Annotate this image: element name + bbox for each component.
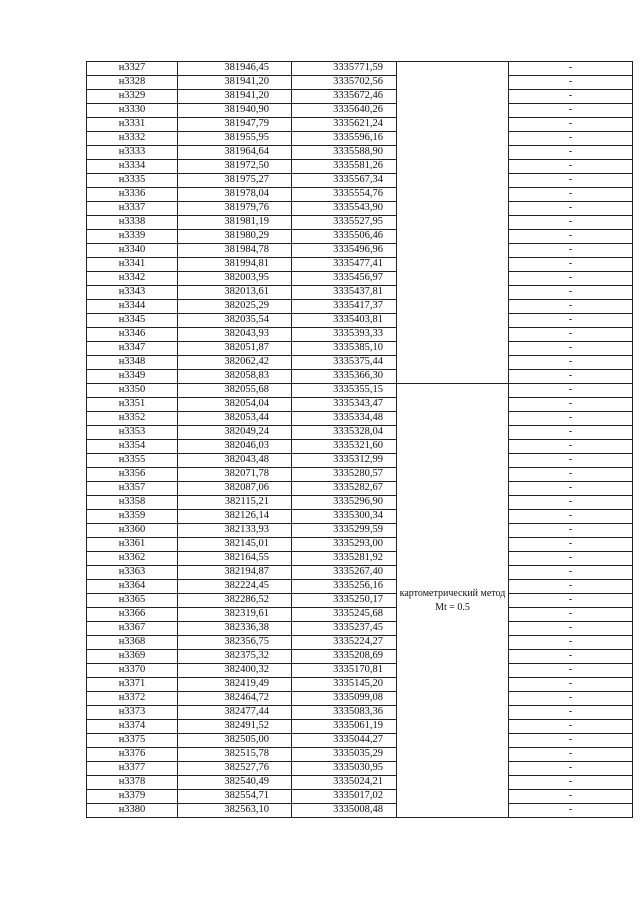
y-coordinate-cell: 3335588,90 bbox=[292, 146, 397, 160]
dash-cell: - bbox=[509, 188, 633, 202]
y-coordinate-cell: 3335640,26 bbox=[292, 104, 397, 118]
x-coordinate-cell: 382145,01 bbox=[178, 538, 292, 552]
y-coordinate-cell: 3335477,41 bbox=[292, 258, 397, 272]
dash-cell: - bbox=[509, 76, 633, 90]
dash-cell: - bbox=[509, 790, 633, 804]
method-cell bbox=[397, 62, 509, 384]
x-coordinate-cell: 381946,45 bbox=[178, 62, 292, 76]
x-coordinate-cell: 382505,00 bbox=[178, 734, 292, 748]
point-id-cell: н3351 bbox=[87, 398, 178, 412]
x-coordinate-cell: 382046,03 bbox=[178, 440, 292, 454]
table-row bbox=[87, 748, 633, 762]
y-coordinate-cell: 3335008,48 bbox=[292, 804, 397, 818]
dash-cell: - bbox=[509, 216, 633, 230]
x-coordinate-cell: 382049,24 bbox=[178, 426, 292, 440]
y-coordinate-cell: 3335385,10 bbox=[292, 342, 397, 356]
point-id-cell: н3375 bbox=[87, 734, 178, 748]
point-id-cell: н3354 bbox=[87, 440, 178, 454]
table-row bbox=[87, 412, 633, 426]
point-id-cell: н3332 bbox=[87, 132, 178, 146]
point-id-cell: н3367 bbox=[87, 622, 178, 636]
y-coordinate-cell: 3335496,96 bbox=[292, 244, 397, 258]
dash-cell: - bbox=[509, 62, 633, 76]
dash-cell: - bbox=[509, 706, 633, 720]
y-coordinate-cell: 3335343,47 bbox=[292, 398, 397, 412]
dash-cell: - bbox=[509, 468, 633, 482]
x-coordinate-cell: 381994,81 bbox=[178, 258, 292, 272]
point-id-cell: н3343 bbox=[87, 286, 178, 300]
y-coordinate-cell: 3335145,20 bbox=[292, 678, 397, 692]
x-coordinate-cell: 382491,52 bbox=[178, 720, 292, 734]
y-coordinate-cell: 3335281,92 bbox=[292, 552, 397, 566]
table-row bbox=[87, 188, 633, 202]
point-id-cell: н3350 bbox=[87, 384, 178, 398]
dash-cell: - bbox=[509, 720, 633, 734]
table-row bbox=[87, 356, 633, 370]
point-id-cell: н3374 bbox=[87, 720, 178, 734]
y-coordinate-cell: 3335044,27 bbox=[292, 734, 397, 748]
x-coordinate-cell: 382115,21 bbox=[178, 496, 292, 510]
y-coordinate-cell: 3335293,00 bbox=[292, 538, 397, 552]
y-coordinate-cell: 3335621,24 bbox=[292, 118, 397, 132]
x-coordinate-cell: 381947,79 bbox=[178, 118, 292, 132]
x-coordinate-cell: 382527,76 bbox=[178, 762, 292, 776]
y-coordinate-cell: 3335017,02 bbox=[292, 790, 397, 804]
x-coordinate-cell: 382003,95 bbox=[178, 272, 292, 286]
x-coordinate-cell: 381975,27 bbox=[178, 174, 292, 188]
table-row bbox=[87, 370, 633, 384]
point-id-cell: н3329 bbox=[87, 90, 178, 104]
table-row bbox=[87, 398, 633, 412]
y-coordinate-cell: 3335256,16 bbox=[292, 580, 397, 594]
x-coordinate-cell: 382336,38 bbox=[178, 622, 292, 636]
point-id-cell: н3341 bbox=[87, 258, 178, 272]
y-coordinate-cell: 3335543,90 bbox=[292, 202, 397, 216]
point-id-cell: н3349 bbox=[87, 370, 178, 384]
y-coordinate-cell: 3335282,67 bbox=[292, 482, 397, 496]
dash-cell: - bbox=[509, 132, 633, 146]
x-coordinate-cell: 382133,93 bbox=[178, 524, 292, 538]
point-id-cell: н3328 bbox=[87, 76, 178, 90]
table-row bbox=[87, 146, 633, 160]
point-id-cell: н3327 bbox=[87, 62, 178, 76]
table-row bbox=[87, 76, 633, 90]
dash-cell: - bbox=[509, 342, 633, 356]
coordinates-table bbox=[86, 61, 633, 818]
x-coordinate-cell: 382464,72 bbox=[178, 692, 292, 706]
table-row bbox=[87, 510, 633, 524]
x-coordinate-cell: 382515,78 bbox=[178, 748, 292, 762]
dash-cell: - bbox=[509, 314, 633, 328]
dash-cell: - bbox=[509, 286, 633, 300]
dash-cell: - bbox=[509, 412, 633, 426]
y-coordinate-cell: 3335672,46 bbox=[292, 90, 397, 104]
y-coordinate-cell: 3335300,34 bbox=[292, 510, 397, 524]
x-coordinate-cell: 382286,52 bbox=[178, 594, 292, 608]
x-coordinate-cell: 381955,95 bbox=[178, 132, 292, 146]
table-row bbox=[87, 328, 633, 342]
point-id-cell: н3355 bbox=[87, 454, 178, 468]
dash-cell: - bbox=[509, 118, 633, 132]
y-coordinate-cell: 3335506,46 bbox=[292, 230, 397, 244]
y-coordinate-cell: 3335702,56 bbox=[292, 76, 397, 90]
x-coordinate-cell: 381964,64 bbox=[178, 146, 292, 160]
point-id-cell: н3376 bbox=[87, 748, 178, 762]
table-row bbox=[87, 230, 633, 244]
point-id-cell: н3345 bbox=[87, 314, 178, 328]
dash-cell: - bbox=[509, 804, 633, 818]
point-id-cell: н3347 bbox=[87, 342, 178, 356]
dash-cell: - bbox=[509, 748, 633, 762]
y-coordinate-cell: 3335280,57 bbox=[292, 468, 397, 482]
point-id-cell: н3352 bbox=[87, 412, 178, 426]
x-coordinate-cell: 382054,04 bbox=[178, 398, 292, 412]
point-id-cell: н3353 bbox=[87, 426, 178, 440]
x-coordinate-cell: 382051,87 bbox=[178, 342, 292, 356]
table-row bbox=[87, 650, 633, 664]
table-row bbox=[87, 706, 633, 720]
table-row bbox=[87, 174, 633, 188]
dash-cell: - bbox=[509, 244, 633, 258]
x-coordinate-cell: 381972,50 bbox=[178, 160, 292, 174]
y-coordinate-cell: 3335250,17 bbox=[292, 594, 397, 608]
table-row bbox=[87, 454, 633, 468]
table-row bbox=[87, 496, 633, 510]
table-row bbox=[87, 608, 633, 622]
dash-cell: - bbox=[509, 160, 633, 174]
x-coordinate-cell: 382375,32 bbox=[178, 650, 292, 664]
table-row bbox=[87, 202, 633, 216]
dash-cell: - bbox=[509, 734, 633, 748]
dash-cell: - bbox=[509, 538, 633, 552]
y-coordinate-cell: 3335245,68 bbox=[292, 608, 397, 622]
x-coordinate-cell: 382419,49 bbox=[178, 678, 292, 692]
y-coordinate-cell: 3335030,95 bbox=[292, 762, 397, 776]
point-id-cell: н3362 bbox=[87, 552, 178, 566]
dash-cell: - bbox=[509, 356, 633, 370]
point-id-cell: н3356 bbox=[87, 468, 178, 482]
dash-cell: - bbox=[509, 776, 633, 790]
point-id-cell: н3377 bbox=[87, 762, 178, 776]
table-row bbox=[87, 258, 633, 272]
x-coordinate-cell: 382540,49 bbox=[178, 776, 292, 790]
y-coordinate-cell: 3335771,59 bbox=[292, 62, 397, 76]
table-row bbox=[87, 286, 633, 300]
point-id-cell: н3339 bbox=[87, 230, 178, 244]
y-coordinate-cell: 3335208,69 bbox=[292, 650, 397, 664]
point-id-cell: н3365 bbox=[87, 594, 178, 608]
dash-cell: - bbox=[509, 692, 633, 706]
table-row bbox=[87, 342, 633, 356]
x-coordinate-cell: 382126,14 bbox=[178, 510, 292, 524]
y-coordinate-cell: 3335437,81 bbox=[292, 286, 397, 300]
x-coordinate-cell: 382058,83 bbox=[178, 370, 292, 384]
dash-cell: - bbox=[509, 496, 633, 510]
x-coordinate-cell: 382013,61 bbox=[178, 286, 292, 300]
dash-cell: - bbox=[509, 762, 633, 776]
y-coordinate-cell: 3335366,30 bbox=[292, 370, 397, 384]
y-coordinate-cell: 3335567,34 bbox=[292, 174, 397, 188]
x-coordinate-cell: 381981,19 bbox=[178, 216, 292, 230]
point-id-cell: н3380 bbox=[87, 804, 178, 818]
table-row bbox=[87, 552, 633, 566]
dash-cell: - bbox=[509, 90, 633, 104]
y-coordinate-cell: 3335170,81 bbox=[292, 664, 397, 678]
y-coordinate-cell: 3335596,16 bbox=[292, 132, 397, 146]
x-coordinate-cell: 382025,29 bbox=[178, 300, 292, 314]
dash-cell: - bbox=[509, 384, 633, 398]
x-coordinate-cell: 381941,20 bbox=[178, 90, 292, 104]
x-coordinate-cell: 382062,42 bbox=[178, 356, 292, 370]
dash-cell: - bbox=[509, 174, 633, 188]
table-row bbox=[87, 216, 633, 230]
x-coordinate-cell: 381941,20 bbox=[178, 76, 292, 90]
point-id-cell: н3348 bbox=[87, 356, 178, 370]
y-coordinate-cell: 3335328,04 bbox=[292, 426, 397, 440]
x-coordinate-cell: 382563,10 bbox=[178, 804, 292, 818]
y-coordinate-cell: 3335035,29 bbox=[292, 748, 397, 762]
dash-cell: - bbox=[509, 636, 633, 650]
point-id-cell: н3342 bbox=[87, 272, 178, 286]
table-row bbox=[87, 244, 633, 258]
dash-cell: - bbox=[509, 622, 633, 636]
y-coordinate-cell: 3335393,33 bbox=[292, 328, 397, 342]
table-row bbox=[87, 538, 633, 552]
dash-cell: - bbox=[509, 202, 633, 216]
point-id-cell: н3346 bbox=[87, 328, 178, 342]
point-id-cell: н3369 bbox=[87, 650, 178, 664]
y-coordinate-cell: 3335581,26 bbox=[292, 160, 397, 174]
y-coordinate-cell: 3335527,95 bbox=[292, 216, 397, 230]
y-coordinate-cell: 3335403,81 bbox=[292, 314, 397, 328]
point-id-cell: н3359 bbox=[87, 510, 178, 524]
x-coordinate-cell: 382053,44 bbox=[178, 412, 292, 426]
x-coordinate-cell: 382055,68 bbox=[178, 384, 292, 398]
table-row bbox=[87, 692, 633, 706]
y-coordinate-cell: 3335334,48 bbox=[292, 412, 397, 426]
dash-cell: - bbox=[509, 524, 633, 538]
y-coordinate-cell: 3335267,40 bbox=[292, 566, 397, 580]
dash-cell: - bbox=[509, 678, 633, 692]
table-row bbox=[87, 272, 633, 286]
point-id-cell: н3344 bbox=[87, 300, 178, 314]
x-coordinate-cell: 382356,75 bbox=[178, 636, 292, 650]
x-coordinate-cell: 382043,48 bbox=[178, 454, 292, 468]
dash-cell: - bbox=[509, 482, 633, 496]
point-id-cell: н3338 bbox=[87, 216, 178, 230]
x-coordinate-cell: 381980,29 bbox=[178, 230, 292, 244]
dash-cell: - bbox=[509, 272, 633, 286]
x-coordinate-cell: 382400,32 bbox=[178, 664, 292, 678]
table-row bbox=[87, 580, 633, 594]
x-coordinate-cell: 382164,55 bbox=[178, 552, 292, 566]
table-row bbox=[87, 622, 633, 636]
table-row bbox=[87, 160, 633, 174]
point-id-cell: н3371 bbox=[87, 678, 178, 692]
point-id-cell: н3372 bbox=[87, 692, 178, 706]
x-coordinate-cell: 381979,76 bbox=[178, 202, 292, 216]
x-coordinate-cell: 382194,87 bbox=[178, 566, 292, 580]
dash-cell: - bbox=[509, 104, 633, 118]
y-coordinate-cell: 3335083,36 bbox=[292, 706, 397, 720]
x-coordinate-cell: 381978,04 bbox=[178, 188, 292, 202]
table-row bbox=[87, 62, 633, 76]
x-coordinate-cell: 382554,71 bbox=[178, 790, 292, 804]
point-id-cell: н3333 bbox=[87, 146, 178, 160]
x-coordinate-cell: 381984,78 bbox=[178, 244, 292, 258]
method-cell: картометрический метод Mt = 0.5 bbox=[397, 384, 509, 818]
point-id-cell: н3363 bbox=[87, 566, 178, 580]
table-row bbox=[87, 118, 633, 132]
table-row bbox=[87, 90, 633, 104]
point-id-cell: н3331 bbox=[87, 118, 178, 132]
table-row bbox=[87, 314, 633, 328]
y-coordinate-cell: 3335299,59 bbox=[292, 524, 397, 538]
y-coordinate-cell: 3335355,15 bbox=[292, 384, 397, 398]
dash-cell: - bbox=[509, 300, 633, 314]
table-row bbox=[87, 440, 633, 454]
dash-cell: - bbox=[509, 608, 633, 622]
y-coordinate-cell: 3335375,44 bbox=[292, 356, 397, 370]
point-id-cell: н3379 bbox=[87, 790, 178, 804]
dash-cell: - bbox=[509, 370, 633, 384]
table-row bbox=[87, 762, 633, 776]
x-coordinate-cell: 382043,93 bbox=[178, 328, 292, 342]
point-id-cell: н3337 bbox=[87, 202, 178, 216]
y-coordinate-cell: 3335321,60 bbox=[292, 440, 397, 454]
table-row bbox=[87, 804, 633, 818]
y-coordinate-cell: 3335554,76 bbox=[292, 188, 397, 202]
point-id-cell: н3378 bbox=[87, 776, 178, 790]
point-id-cell: н3335 bbox=[87, 174, 178, 188]
dash-cell: - bbox=[509, 552, 633, 566]
table-row bbox=[87, 132, 633, 146]
x-coordinate-cell: 382035,54 bbox=[178, 314, 292, 328]
x-coordinate-cell: 382224,45 bbox=[178, 580, 292, 594]
dash-cell: - bbox=[509, 328, 633, 342]
dash-cell: - bbox=[509, 440, 633, 454]
x-coordinate-cell: 382087,06 bbox=[178, 482, 292, 496]
table-row bbox=[87, 426, 633, 440]
y-coordinate-cell: 3335312,99 bbox=[292, 454, 397, 468]
table-row bbox=[87, 720, 633, 734]
table-row bbox=[87, 734, 633, 748]
point-id-cell: н3366 bbox=[87, 608, 178, 622]
dash-cell: - bbox=[509, 454, 633, 468]
x-coordinate-cell: 381940,90 bbox=[178, 104, 292, 118]
table-row bbox=[87, 524, 633, 538]
y-coordinate-cell: 3335456,97 bbox=[292, 272, 397, 286]
table-row bbox=[87, 776, 633, 790]
y-coordinate-cell: 3335224,27 bbox=[292, 636, 397, 650]
point-id-cell: н3373 bbox=[87, 706, 178, 720]
dash-cell: - bbox=[509, 230, 633, 244]
dash-cell: - bbox=[509, 510, 633, 524]
coordinates-table-body bbox=[87, 62, 633, 818]
dash-cell: - bbox=[509, 566, 633, 580]
table-row bbox=[87, 678, 633, 692]
dash-cell: - bbox=[509, 594, 633, 608]
dash-cell: - bbox=[509, 580, 633, 594]
point-id-cell: н3336 bbox=[87, 188, 178, 202]
point-id-cell: н3368 bbox=[87, 636, 178, 650]
dash-cell: - bbox=[509, 398, 633, 412]
table-row bbox=[87, 664, 633, 678]
y-coordinate-cell: 3335099,08 bbox=[292, 692, 397, 706]
table-row bbox=[87, 300, 633, 314]
point-id-cell: н3358 bbox=[87, 496, 178, 510]
table-row bbox=[87, 566, 633, 580]
point-id-cell: н3361 bbox=[87, 538, 178, 552]
point-id-cell: н3364 bbox=[87, 580, 178, 594]
y-coordinate-cell: 3335061,19 bbox=[292, 720, 397, 734]
y-coordinate-cell: 3335024,21 bbox=[292, 776, 397, 790]
point-id-cell: н3357 bbox=[87, 482, 178, 496]
point-id-cell: н3370 bbox=[87, 664, 178, 678]
x-coordinate-cell: 382319,61 bbox=[178, 608, 292, 622]
dash-cell: - bbox=[509, 426, 633, 440]
x-coordinate-cell: 382477,44 bbox=[178, 706, 292, 720]
table-row bbox=[87, 636, 633, 650]
dash-cell: - bbox=[509, 664, 633, 678]
dash-cell: - bbox=[509, 258, 633, 272]
x-coordinate-cell: 382071,78 bbox=[178, 468, 292, 482]
point-id-cell: н3334 bbox=[87, 160, 178, 174]
table-row bbox=[87, 790, 633, 804]
table-row bbox=[87, 482, 633, 496]
table-row bbox=[87, 384, 633, 398]
table-row bbox=[87, 594, 633, 608]
point-id-cell: н3360 bbox=[87, 524, 178, 538]
y-coordinate-cell: 3335417,37 bbox=[292, 300, 397, 314]
table-row bbox=[87, 468, 633, 482]
table-row bbox=[87, 104, 633, 118]
dash-cell: - bbox=[509, 146, 633, 160]
point-id-cell: н3330 bbox=[87, 104, 178, 118]
y-coordinate-cell: 3335296,90 bbox=[292, 496, 397, 510]
point-id-cell: н3340 bbox=[87, 244, 178, 258]
dash-cell: - bbox=[509, 650, 633, 664]
y-coordinate-cell: 3335237,45 bbox=[292, 622, 397, 636]
